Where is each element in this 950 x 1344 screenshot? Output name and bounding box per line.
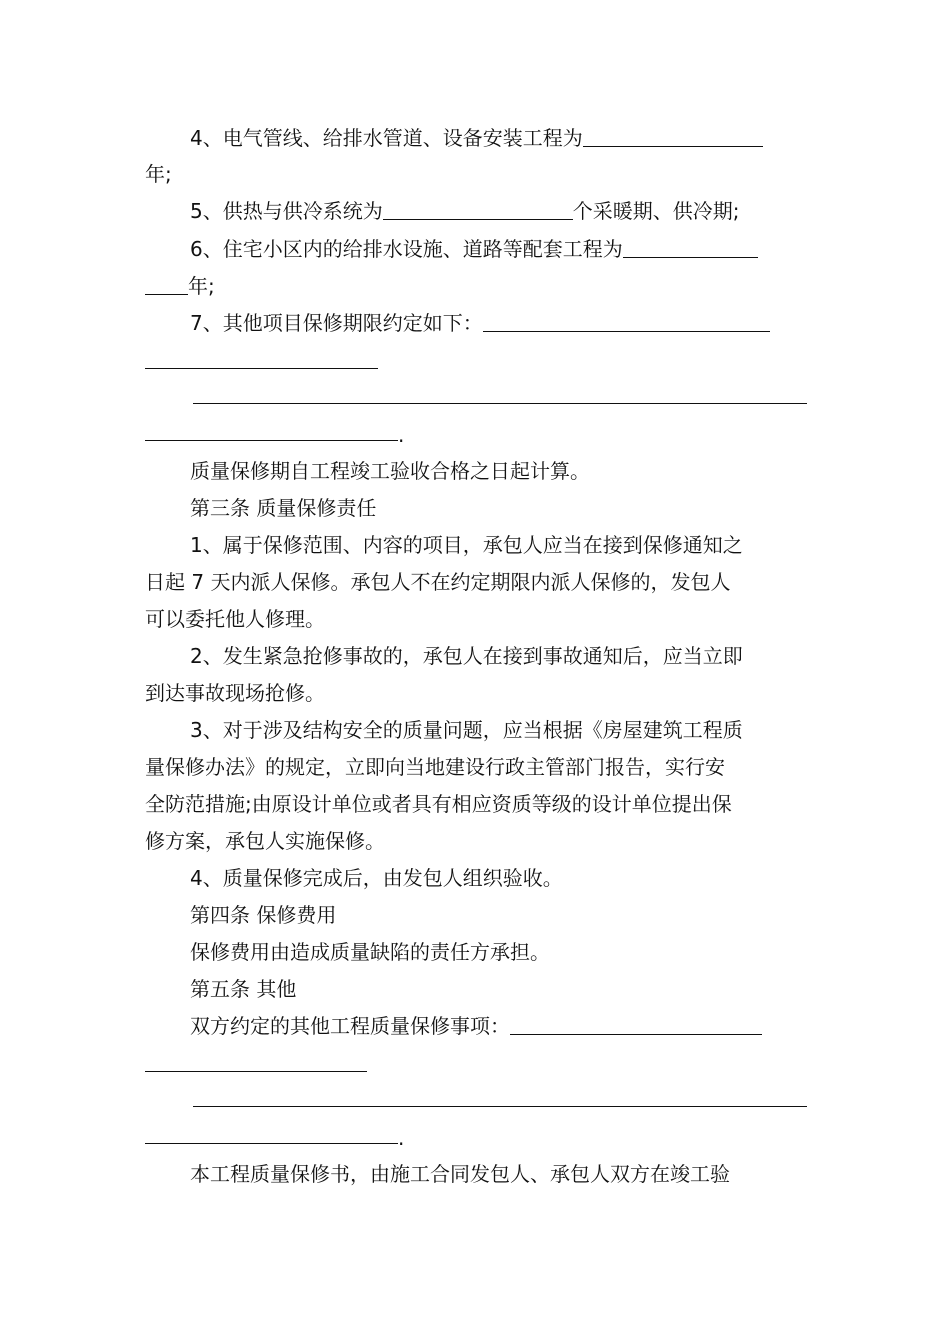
clause-5-text: 5、供热与供冷系统为 [190,199,383,223]
article-5-blank [510,1009,762,1035]
clause-7-blank-third-line [193,403,807,404]
period-start-line [190,454,807,488]
clause-4-line [190,121,807,155]
clause-7-blank-fourth-line [145,440,398,441]
article-3-item-3-text-2: 量保修办法》的规定，立即向当地建设行政主管部门报告，实行安 [145,755,725,779]
clause-5-blank [383,194,573,220]
article-3-item-4-text: 4、质量保修完成后，由发包人组织验收。 [190,866,563,890]
clause-6-blank [623,232,758,258]
article-5-title-text: 第五条 其他 [190,977,297,1001]
clause-4-continuation [145,157,807,191]
clause-4-blank [583,121,763,147]
article-3-item-2-text-2: 到达事故现场抢修。 [145,681,325,705]
article-3-title-text: 第三条 质量保修责任 [190,496,377,520]
article-3-item-1-text-1: 1、属于保修范围、内容的项目，承包人应当在接到保修通知之 [190,533,743,557]
article-5-blank-second-line [145,1071,367,1072]
clause-6-line [190,232,807,266]
article-3-item-1-text-2: 日起 7 天内派人保修。承包人不在约定期限内派人保修的，发包人 [145,570,731,594]
article-4-body-text: 保修费用由造成质量缺陷的责任方承担。 [190,940,550,964]
article-4-title [190,898,807,932]
clause-5-line [190,194,807,228]
article-3-item-1-line-1 [190,528,807,562]
article-4-body [190,935,807,969]
clause-5-suffix: 个采暖期、供冷期; [572,199,740,223]
final-paragraph-text: 本工程质量保修书，由施工合同发包人、承包人双方在竣工验 [190,1162,730,1186]
final-paragraph-line [190,1157,807,1191]
article-5-period: . [398,1126,405,1150]
clause-4-text: 4、电气管线、给排水管道、设备安装工程为 [190,126,583,150]
article-3-item-3-line-2 [145,750,807,784]
clause-6-year-text: 年; [188,274,215,298]
clause-6-text: 6、住宅小区内的给排水设施、道路等配套工程为 [190,237,623,261]
article-3-item-1-text-3: 可以委托他人修理。 [145,607,325,631]
clause-6-continuation [145,269,807,303]
clause-7-period: . [398,423,405,447]
clause-6-blank-continuation [145,269,188,295]
article-4-title-text: 第四条 保修费用 [190,903,337,927]
clause-7-line [190,306,807,340]
period-start-text: 质量保修期自工程竣工验收合格之日起计算。 [190,459,590,483]
clause-4-year-text: 年; [145,162,172,186]
article-3-item-3-text-3: 全防范措施;由原设计单位或者具有相应资质等级的设计单位提出保 [145,792,732,816]
clause-7-blank-second-line [145,368,378,369]
clause-7-text: 7、其他项目保修期限约定如下： [190,311,483,335]
article-5-title [190,972,807,1006]
article-3-item-2-line-1 [190,639,807,673]
article-3-item-3-text-4: 修方案，承包人实施保修。 [145,829,385,853]
article-5-blank-fourth-line [145,1143,398,1144]
article-3-item-1-line-3 [145,602,807,636]
article-3-item-2-text-1: 2、发生紧急抢修事故的，承包人在接到事故通知后，应当立即 [190,644,743,668]
article-3-item-3-line-1 [190,713,807,747]
article-3-item-3-text-1: 3、对于涉及结构安全的质量问题，应当根据《房屋建筑工程质 [190,718,743,742]
article-3-item-4-line [190,861,807,895]
article-5-body-line [190,1009,807,1043]
clause-7-blank [483,306,770,332]
article-5-blank-third-line [193,1106,807,1107]
article-3-title [190,491,807,525]
article-3-item-3-line-4 [145,824,807,858]
article-5-body-text: 双方约定的其他工程质量保修事项： [190,1014,510,1038]
article-3-item-1-line-2 [145,565,807,599]
article-3-item-3-line-3 [145,787,807,821]
article-3-item-2-line-2 [145,676,807,710]
